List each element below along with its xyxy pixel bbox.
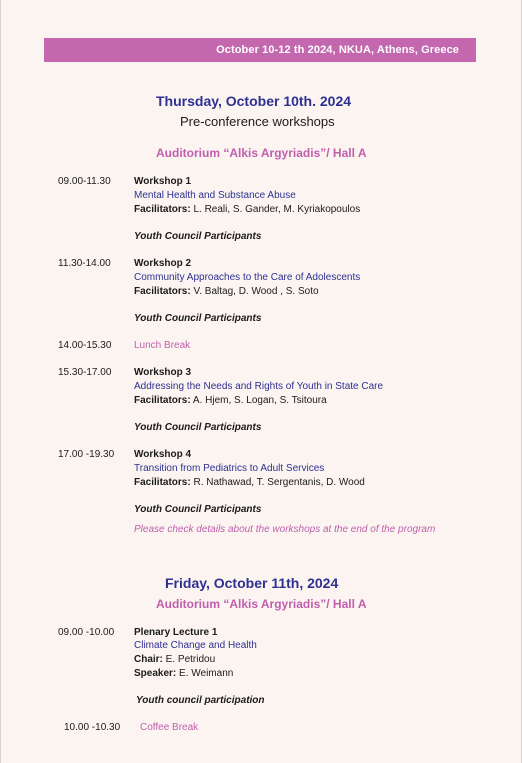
session-label: Workshop 1: [134, 176, 192, 187]
plenary-speaker: [134, 668, 233, 679]
session-time: 11.30-14.00: [58, 258, 111, 269]
facilitators-names: R. Nathawad, T. Sergentanis, D. Wood: [193, 477, 365, 488]
session-title: Community Approaches to the Care of Adolescents: [134, 272, 361, 283]
break-time: 14.00-15.30: [58, 340, 112, 351]
youth-council-note: Youth Council Participants: [134, 313, 262, 324]
facilitators-names: L. Reali, S. Gander, M. Kyriakopoulos: [193, 204, 361, 215]
banner-text: October 10-12 th 2024, NKUA, Athens, Greece: [216, 44, 459, 56]
facilitators-label: Facilitators:: [134, 395, 191, 406]
youth-council-note: Youth Council Participants: [134, 504, 262, 515]
session-label: Workshop 4: [134, 449, 192, 460]
chair-label: Chair:: [134, 654, 163, 665]
day2-title: Friday, October 11th, 2024: [165, 575, 339, 591]
break-time: 10.00 -10.30: [64, 722, 121, 733]
plenary-label: Plenary Lecture 1: [134, 627, 218, 638]
session-time: 09.00 -10.00: [58, 627, 115, 638]
session-time: 09.00-11.30: [58, 176, 111, 187]
session-facilitators: [134, 395, 327, 406]
day1-title: Thursday, October 10th. 2024: [156, 93, 352, 109]
facilitators-names: V. Baltag, D. Wood , S. Soto: [193, 286, 319, 297]
session-facilitators: [134, 477, 365, 488]
session-time: 15.30-17.00: [58, 367, 112, 378]
speaker-label: Speaker:: [134, 668, 177, 679]
header-banner: [44, 38, 476, 62]
chair-name: E. Petridou: [162, 654, 216, 665]
speaker-name: E. Weimann: [176, 668, 234, 679]
session-title: Transition from Pediatrics to Adult Services: [134, 463, 325, 474]
session-label: Workshop 3: [134, 367, 192, 378]
youth-council-note: Youth Council Participants: [134, 422, 262, 433]
youth-council-note: Youth council participation: [136, 695, 265, 706]
plenary-chair: [134, 654, 215, 665]
workshop-details-note: Please check details about the workshops at the end of the program: [134, 524, 436, 535]
lunch-break-label: Lunch Break: [134, 340, 191, 351]
facilitators-label: Facilitators:: [134, 204, 191, 215]
youth-council-note: Youth Council Participants: [134, 231, 262, 242]
facilitators-label: Facilitators:: [134, 286, 191, 297]
facilitators-label: Facilitators:: [134, 477, 191, 488]
day1-hall: Auditorium “Alkis Argyriadis”/ Hall A: [156, 146, 367, 160]
plenary-title: Climate Change and Health: [134, 640, 257, 651]
facilitators-names: A. Hjem, S. Logan, S. Tsitoura: [192, 395, 327, 406]
session-facilitators: [134, 204, 360, 215]
session-title: Mental Health and Substance Abuse: [134, 190, 296, 201]
session-facilitators: [134, 286, 319, 297]
page-border-left: [0, 0, 1, 763]
session-label: Workshop 2: [134, 258, 192, 269]
coffee-break-label: Coffee Break: [140, 722, 199, 733]
day1-subtitle: Pre-conference workshops: [180, 114, 335, 129]
session-title: Addressing the Needs and Rights of Youth in State Care: [134, 381, 384, 392]
day2-hall: Auditorium “Alkis Argyriadis”/ Hall A: [156, 597, 367, 611]
session-time: 17.00 -19.30: [58, 449, 115, 460]
